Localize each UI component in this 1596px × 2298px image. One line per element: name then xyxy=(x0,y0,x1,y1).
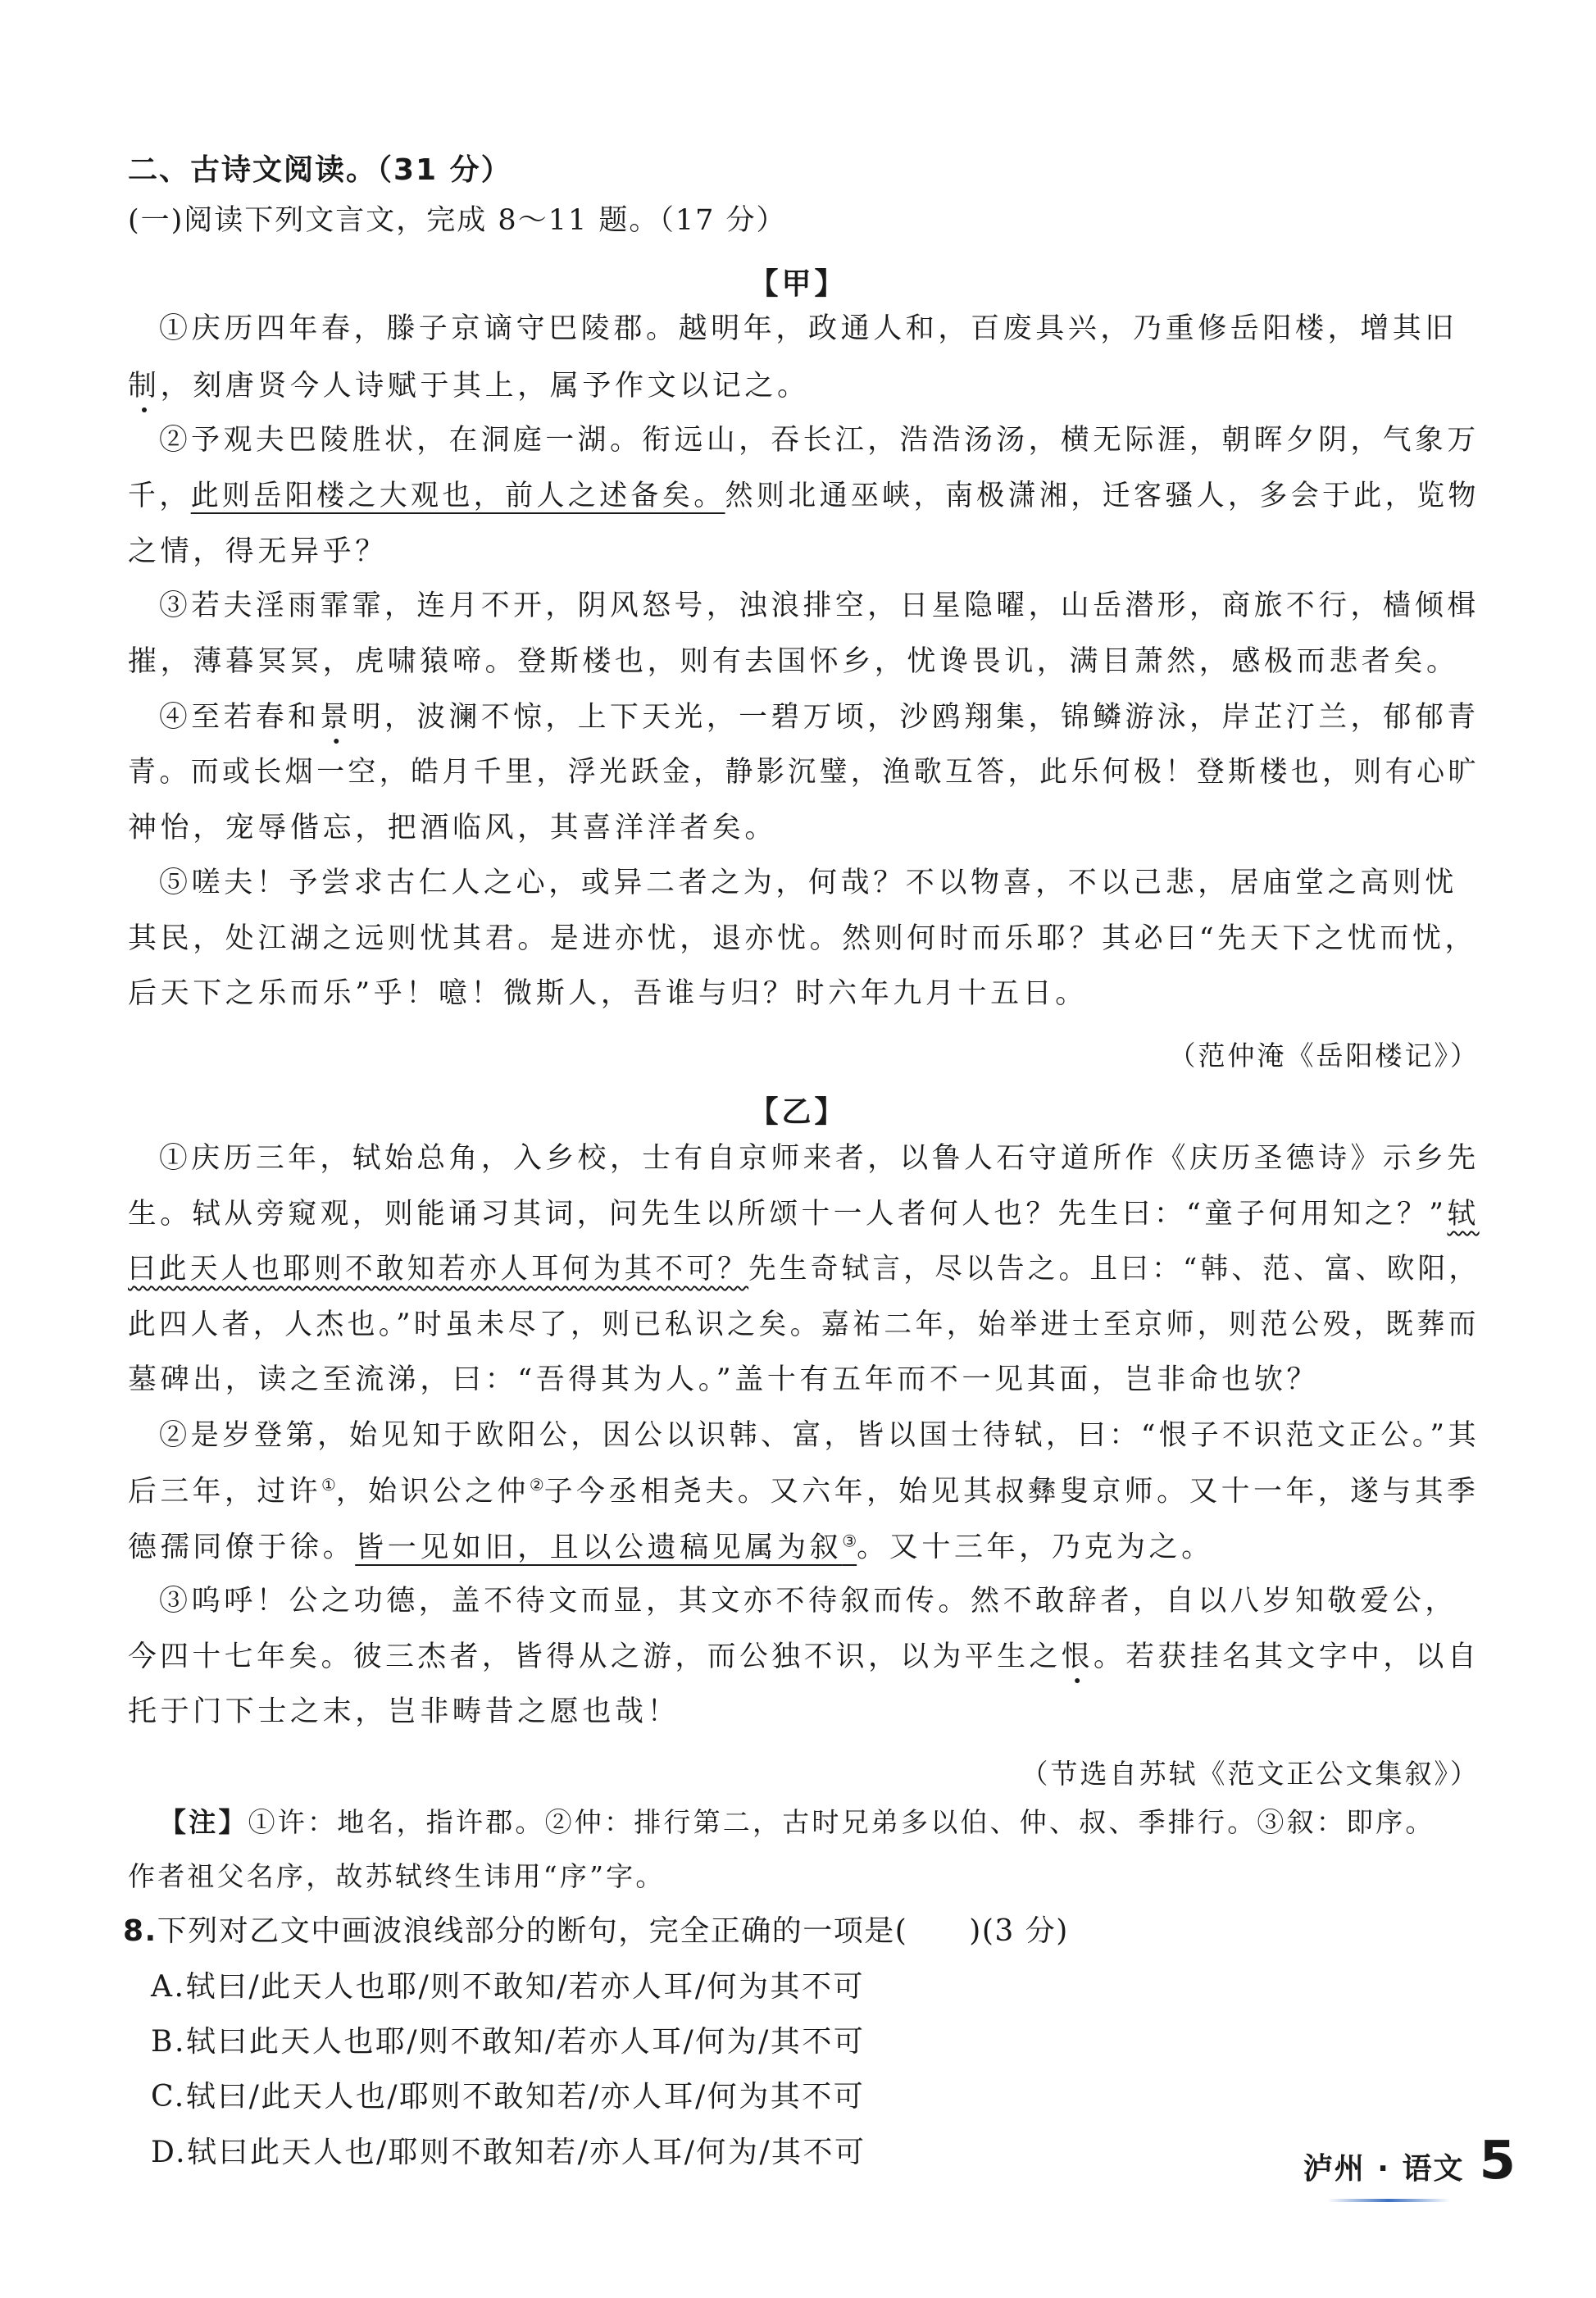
yi-line-3 xyxy=(128,1255,1480,1284)
option-a: A.轼曰/此天人也耶/则不敢知/若亦人耳/何为其不可 xyxy=(151,1970,865,2004)
underlined-sentence: 此则岳阳楼之大观也，前人之述备矣。 xyxy=(190,480,725,512)
notes-line-1 xyxy=(159,1806,1435,1838)
jia-line-6: ③若夫淫雨霏霏，连月不开，阴风怒号，浊浪排空，日星隐曜，山岳潜形，商旅不行，樯倾楫 xyxy=(159,589,1480,622)
note-ref-3: ③ xyxy=(842,1531,857,1550)
yi-line-3-end: 先生奇轼言，尽以告之。且曰：“韩、范、富、欧阳， xyxy=(748,1253,1480,1286)
jia-line-2-text: ，刻唐贤今人诗赋于其上，属予作文以记之。 xyxy=(160,370,810,403)
option-d: D.轼曰此天人也/耶则不敢知若/亦人耳/何为/其不可 xyxy=(151,2136,866,2169)
yi-line-7-a: 后三年，过许 xyxy=(128,1475,322,1508)
passage-jia-heading: 【甲】 xyxy=(748,267,848,301)
yi-line-6: ②是岁登第，始见知于欧阳公，因公以识韩、富，皆以国士待轼，曰：“恨子不识范文正公。”其 xyxy=(159,1419,1480,1452)
yi-line-9: ③呜呼！公之功德，盖不待文而显，其文亦不待叙而传。然不敢辞者，自以八岁知敬爱公， xyxy=(159,1585,1458,1618)
jia-source: （范仲淹《岳阳楼记》） xyxy=(1168,1040,1480,1072)
yi-line-2-text: 生。轼从旁窥观，则能诵习其词，问先生以所颂十一人者何人也？先生曰：“童子何用知之？” xyxy=(128,1198,1448,1231)
yi-line-1: ①庆历三年，轼始总角，入乡校，士有自京师来者，以鲁人石守道所作《庆历圣德诗》示乡先 xyxy=(159,1142,1480,1175)
jia-line-4-end: 然则北通巫峡，南极潇湘，迁客骚人，多会于此，览物 xyxy=(725,480,1480,512)
yi-line-2 xyxy=(128,1200,1480,1229)
question-8 xyxy=(123,1914,1069,1948)
jia-line-8 xyxy=(159,703,1480,732)
emphasis-dot-word: 制 xyxy=(128,370,161,403)
section-subtitle: (一)阅读下列文言文，完成 8～11 题。（17 分） xyxy=(128,204,787,237)
yi-line-11: 托于门下士之末，岂非畴昔之愿也哉！ xyxy=(128,1695,680,1728)
question-text: 下列对乙文中画波浪线部分的断句，完全正确的一项是( )(3 分) xyxy=(157,1914,1069,1948)
yi-line-7-c: 子今丞相尧夫。又六年，始见其叔彝叟京师。又十一年，遂与其季 xyxy=(543,1475,1480,1508)
jia-line-1: ①庆历四年春，滕子京谪守巴陵郡。越明年，政通人和，百废具兴，乃重修岳阳楼，增其旧 xyxy=(159,312,1458,345)
yi-line-5: 墓碑出，读之至流涕，曰：“吾得其为人。”盖十有五年而不一见其面，岂非命也欤？ xyxy=(128,1363,1320,1396)
emphasis-dot-word: 景 xyxy=(320,701,352,734)
underlined-text: 皆一见如旧，且以公遗稿见属为叙 xyxy=(355,1531,843,1564)
option-b: B.轼曰此天人也耶/则不敢知/若亦人耳/何为/其不可 xyxy=(151,2025,866,2059)
jia-line-4 xyxy=(128,482,1480,511)
jia-line-8-start: ④至若春和 xyxy=(159,701,321,734)
jia-line-10: 神怡，宠辱偕忘，把酒临风，其喜洋洋者矣。 xyxy=(128,812,778,844)
notes-text-1: ①许：地名，指许郡。②仲：排行第二，古时兄弟多以伯、仲、叔、季排行。③叙：即序。 xyxy=(248,1806,1435,1838)
yi-line-7 xyxy=(128,1477,1480,1507)
note-ref-2: ② xyxy=(529,1475,544,1495)
emphasis-dot-word: 恨 xyxy=(1061,1640,1094,1673)
jia-line-4-start: 千， xyxy=(128,480,191,512)
jia-line-12: 其民，处江湖之远则忧其君。是进亦忧，退亦忧。然则何时而乐耶？其必曰“先天下之忧而忧， xyxy=(128,922,1478,955)
jia-line-9: 青。而或长烟一空，皓月千里，浮光跃金，静影沉璧，渔歌互答，此乐何极！登斯楼也，则有心旷 xyxy=(128,756,1480,789)
option-c: C.轼曰/此天人也/耶则不敢知若/亦人耳/何为其不可 xyxy=(151,2080,866,2114)
yi-line-10 xyxy=(128,1640,1480,1673)
footer-label: 泸州 · 语文 xyxy=(1303,2152,1465,2186)
yi-line-10-a: 今四十七年矣。彼三杰者，皆得从之游，而公独不识，以为平生之 xyxy=(128,1640,1062,1673)
jia-line-7: 摧，薄暮冥冥，虎啸猿啼。登斯楼也，则有去国怀乡，忧谗畏讥，满目萧然，感极而悲者矣。 xyxy=(128,645,1459,678)
jia-line-3: ②予观夫巴陵胜状，在洞庭一湖。衔远山，吞长江，浩浩汤汤，横无际涯，朝晖夕阴，气象万 xyxy=(159,424,1480,457)
passage-yi-heading: 【乙】 xyxy=(748,1095,848,1129)
yi-source: （节选自苏轼《范文正公文集叙》） xyxy=(1021,1758,1480,1790)
yi-line-7-b: ，始识公之仲 xyxy=(335,1475,530,1508)
page-number: 5 xyxy=(1479,2131,1516,2191)
notes-line-2: 作者祖父名序，故苏轼终生讳用“序”字。 xyxy=(128,1860,666,1892)
note-ref-1: ① xyxy=(321,1475,336,1495)
yi-line-8 xyxy=(128,1532,1214,1563)
yi-line-8-b: 。又十三年，乃克为之。 xyxy=(857,1531,1214,1564)
jia-line-13: 后天下之乐而乐”乎！噫！微斯人，吾谁与归？时六年九月十五日。 xyxy=(128,977,1088,1010)
yi-line-4: 此四人者，人杰也。”时虽未尽了，则已私识之矣。嘉祐二年，始举进士至京师，则范公殁，既葬而 xyxy=(128,1308,1480,1341)
jia-line-5: 之情，得无异乎？ xyxy=(128,535,388,568)
jia-line-8-end: 明，波澜不惊，上下天光，一碧万顷，沙鸥翔集，锦鳞游泳，岸芷汀兰，郁郁青 xyxy=(352,701,1480,734)
footer-accent-bar xyxy=(1327,2199,1450,2202)
underlined-sentence xyxy=(355,1531,857,1564)
wavy-underline-passage: 曰此天人也耶则不敢知若亦人耳何为其不可？ xyxy=(128,1253,749,1286)
yi-line-10-b: 。若获挂名其文字中，以自 xyxy=(1094,1640,1480,1673)
wavy-underline-start: 轼 xyxy=(1447,1198,1480,1231)
notes-label: 【注】 xyxy=(159,1806,248,1838)
jia-line-2 xyxy=(128,372,810,401)
page-footer xyxy=(1303,2130,1516,2191)
yi-line-8-a: 德孺同僚于徐。 xyxy=(128,1531,356,1564)
question-number: 8. xyxy=(123,1914,157,1948)
section-title: 二、古诗文阅读。（31 分） xyxy=(128,153,512,187)
jia-line-11: ⑤嗟夫！予尝求古仁人之心，或异二者之为，何哉？不以物喜，不以己悲，居庙堂之高则忧 xyxy=(159,867,1458,899)
